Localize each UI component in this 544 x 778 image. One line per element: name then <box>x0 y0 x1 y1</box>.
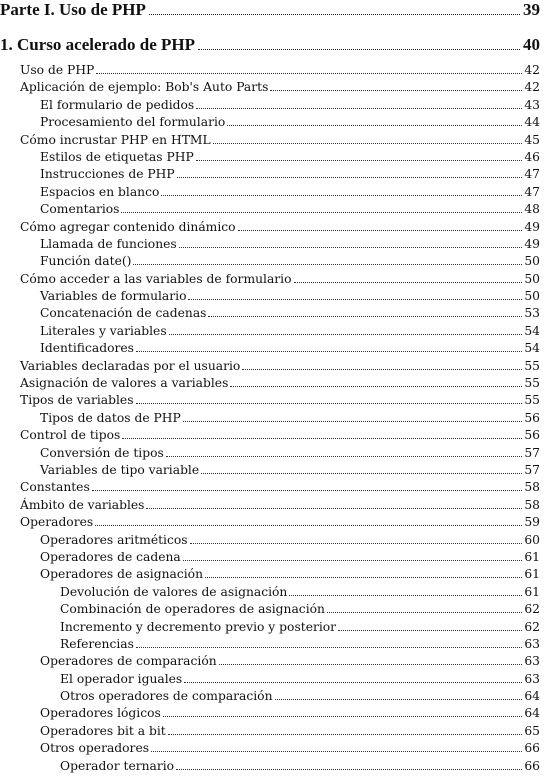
toc-entry <box>20 636 540 653</box>
toc-entry-title: Incremento y decremento previo y posterior <box>60 619 337 634</box>
toc-entry-title: Variables declaradas por el usuario <box>20 358 241 373</box>
toc-entry-page-number: 56 <box>524 410 540 425</box>
toc-entry-title: Operadores aritméticos <box>40 532 188 547</box>
dot-leader <box>230 386 522 387</box>
toc-entry <box>20 340 540 357</box>
toc-entry <box>20 619 540 636</box>
toc-entry-title: Cómo incrustar PHP en HTML <box>20 132 211 147</box>
toc-entry <box>20 445 540 462</box>
toc-entry-page-number: 57 <box>524 462 540 477</box>
toc-entry <box>20 358 540 375</box>
toc-entry-page-number: 46 <box>524 149 540 164</box>
toc-entry-page-number: 56 <box>524 428 540 443</box>
toc-entry-title: Literales y variables <box>40 323 167 338</box>
toc-entry-page-number: 59 <box>524 515 540 530</box>
toc-entry-title: Uso de PHP <box>20 63 95 77</box>
toc-entry <box>20 688 540 705</box>
dot-leader <box>270 90 522 91</box>
dot-leader <box>213 143 523 144</box>
toc-entry-page-number: 45 <box>524 132 540 147</box>
dot-leader <box>121 212 522 213</box>
toc-entry <box>20 323 540 340</box>
dot-leader <box>96 73 522 74</box>
toc-entry-page-number: 65 <box>524 723 540 738</box>
toc-entry-page-number: 55 <box>524 376 540 391</box>
toc-entry-page-number: 47 <box>524 167 540 182</box>
dot-leader <box>183 421 523 422</box>
toc-entry <box>20 219 540 236</box>
part-title: Parte I. Uso de PHP <box>0 0 146 19</box>
dot-leader <box>136 647 522 648</box>
toc-entry-page-number: 42 <box>524 80 540 95</box>
toc-entry-title: Identificadores <box>40 341 134 356</box>
toc-entry-list <box>20 62 540 775</box>
dot-leader <box>190 543 523 544</box>
toc-entry <box>20 497 540 514</box>
dot-leader <box>122 438 522 439</box>
toc-entry <box>20 653 540 670</box>
toc-entry-title: Constantes <box>20 480 90 495</box>
toc-entry <box>20 566 540 583</box>
toc-entry-title: Devolución de valores de asignación <box>60 584 288 599</box>
dot-leader <box>205 577 522 578</box>
dot-leader <box>149 14 520 15</box>
toc-entry-title: Operadores de asignación <box>40 567 203 582</box>
toc-entry-page-number: 66 <box>524 758 540 773</box>
toc-entry <box>20 114 540 131</box>
toc-entry-page-number: 54 <box>524 323 540 338</box>
toc-entry-page-number: 50 <box>524 271 540 286</box>
toc-entry-page-number: 50 <box>524 254 540 269</box>
toc-entry <box>20 132 540 149</box>
toc-entry-title: Asignación de valores a variables <box>20 376 229 391</box>
dot-leader <box>92 490 523 491</box>
toc-entry-page-number: 61 <box>524 584 540 599</box>
toc-entry <box>20 549 540 566</box>
toc-entry <box>20 601 540 618</box>
toc-entry <box>20 410 540 427</box>
part-heading <box>0 0 540 20</box>
toc-entry-page-number: 49 <box>524 236 540 251</box>
dot-leader <box>289 595 522 596</box>
toc-entry <box>20 305 540 322</box>
toc-entry <box>20 184 540 201</box>
toc-entry-title: Operadores de comparación <box>40 654 217 669</box>
toc-entry-title: Tipos de variables <box>20 393 134 408</box>
toc-entry <box>20 758 540 775</box>
toc-entry-title: Control de tipos <box>20 428 121 443</box>
part-page-number: 39 <box>523 0 540 19</box>
toc-entry <box>20 723 540 740</box>
dot-leader <box>161 195 522 196</box>
toc-entry <box>20 271 540 288</box>
toc-entry-title: Operador ternario <box>60 758 175 773</box>
dot-leader <box>146 508 522 509</box>
dot-leader <box>294 282 523 283</box>
dot-leader <box>227 125 522 126</box>
toc-entry-title: Referencias <box>60 636 134 651</box>
toc-entry-page-number: 43 <box>524 97 540 112</box>
dot-leader <box>177 177 523 178</box>
toc-entry-title: Operadores <box>20 515 94 530</box>
toc-entry <box>20 288 540 305</box>
toc-entry-page-number: 61 <box>524 549 540 564</box>
dot-leader <box>208 316 522 317</box>
toc-entry <box>20 584 540 601</box>
dot-leader <box>136 351 522 352</box>
dot-leader <box>338 630 522 631</box>
toc-entry-title: Variables de tipo variable <box>40 462 200 477</box>
toc-entry <box>20 514 540 531</box>
toc-entry-title: Ámbito de variables <box>20 497 145 512</box>
toc-entry <box>20 462 540 479</box>
toc-entry-page-number: 61 <box>524 567 540 582</box>
toc-entry <box>20 740 540 757</box>
toc-entry-title: Aplicación de ejemplo: Bob's Auto Parts <box>20 80 269 95</box>
dot-leader <box>95 525 522 526</box>
toc-entry-page-number: 63 <box>524 671 540 686</box>
dot-leader <box>201 473 522 474</box>
dot-leader <box>133 264 522 265</box>
chapter-page-number: 40 <box>523 35 540 54</box>
toc-entry-page-number: 57 <box>524 445 540 460</box>
toc-entry-title: Instrucciones de PHP <box>40 167 175 182</box>
toc-entry-page-number: 62 <box>524 602 540 617</box>
toc-entry-title: Combinación de operadores de asignación <box>60 602 325 617</box>
toc-entry-title: Comentarios <box>40 202 120 217</box>
dot-leader <box>163 716 523 717</box>
toc-entry-page-number: 53 <box>524 306 540 321</box>
dot-leader <box>183 560 523 561</box>
toc-entry-title: Operadores lógicos <box>40 706 161 721</box>
toc-entry <box>20 149 540 166</box>
toc-entry-page-number: 64 <box>524 706 540 721</box>
dot-leader <box>327 612 522 613</box>
toc-entry-title: Espacios en blanco <box>40 184 160 199</box>
dot-leader <box>188 299 522 300</box>
toc-entry <box>20 705 540 722</box>
toc-entry-title: Conversión de tipos <box>40 445 164 460</box>
dot-leader <box>242 369 522 370</box>
dot-leader <box>184 682 522 683</box>
toc-entry <box>20 427 540 444</box>
dot-leader <box>151 751 522 752</box>
toc-entry <box>20 236 540 253</box>
toc-entry-title: Concatenación de cadenas <box>40 306 207 321</box>
toc-entry-page-number: 63 <box>524 636 540 651</box>
toc-entry-page-number: 58 <box>524 480 540 495</box>
toc-entry-title: Estilos de etiquetas PHP <box>40 149 194 164</box>
dot-leader <box>136 403 523 404</box>
dot-leader <box>196 160 523 161</box>
dot-leader <box>238 230 523 231</box>
dot-leader <box>168 734 523 735</box>
toc-entry-page-number: 55 <box>524 358 540 373</box>
toc-entry-title: Operadores de cadena <box>40 549 181 564</box>
toc-entry-title: El formulario de pedidos <box>40 97 195 112</box>
toc-entry-title: Función date() <box>40 254 132 269</box>
toc-entry-page-number: 63 <box>524 654 540 669</box>
toc-entry <box>20 479 540 496</box>
toc-entry-page-number: 42 <box>524 63 540 77</box>
toc-entry <box>20 79 540 96</box>
toc-entry-page-number: 47 <box>524 184 540 199</box>
toc-entry <box>20 253 540 270</box>
dot-leader <box>198 49 520 50</box>
toc-entry-page-number: 64 <box>524 689 540 704</box>
toc-entry-title: Otros operadores <box>40 741 150 756</box>
toc-entry-page-number: 60 <box>524 532 540 547</box>
toc-entry-title: Cómo acceder a las variables de formulario <box>20 271 292 286</box>
toc-entry-title: Tipos de datos de PHP <box>40 410 181 425</box>
toc-entry-title: Llamada de funciones <box>40 236 177 251</box>
toc-entry <box>20 97 540 114</box>
toc-entry-page-number: 55 <box>524 393 540 408</box>
chapter-heading <box>0 35 540 55</box>
toc-entry-title: Variables de formulario <box>40 289 187 304</box>
toc-entry <box>20 62 540 79</box>
toc-entry-page-number: 54 <box>524 341 540 356</box>
dot-leader <box>166 456 523 457</box>
toc-entry-title: El operador iguales <box>60 671 183 686</box>
dot-leader <box>179 247 523 248</box>
toc-entry <box>20 392 540 409</box>
toc-entry-page-number: 58 <box>524 497 540 512</box>
dot-leader <box>275 699 523 700</box>
toc-entry-page-number: 48 <box>524 202 540 217</box>
chapter-title: 1. Curso acelerado de PHP <box>0 35 195 54</box>
dot-leader <box>196 108 522 109</box>
toc-entry-title: Operadores bit a bit <box>40 723 166 738</box>
toc-entry-title: Procesamiento del formulario <box>40 115 226 130</box>
toc-entry <box>20 375 540 392</box>
toc-entry-page-number: 50 <box>524 289 540 304</box>
dot-leader <box>219 664 523 665</box>
toc-entry-title: Otros operadores de comparación <box>60 689 273 704</box>
toc-entry <box>20 671 540 688</box>
toc-entry <box>20 532 540 549</box>
toc-entry-page-number: 49 <box>524 219 540 234</box>
toc-entry-page-number: 44 <box>524 115 540 130</box>
toc-entry-page-number: 66 <box>524 741 540 756</box>
dot-leader <box>176 769 522 770</box>
toc-entry <box>20 166 540 183</box>
dot-leader <box>169 334 523 335</box>
toc-entry-page-number: 62 <box>524 619 540 634</box>
toc-entry-title: Cómo agregar contenido dinámico <box>20 219 236 234</box>
toc-entry <box>20 201 540 218</box>
